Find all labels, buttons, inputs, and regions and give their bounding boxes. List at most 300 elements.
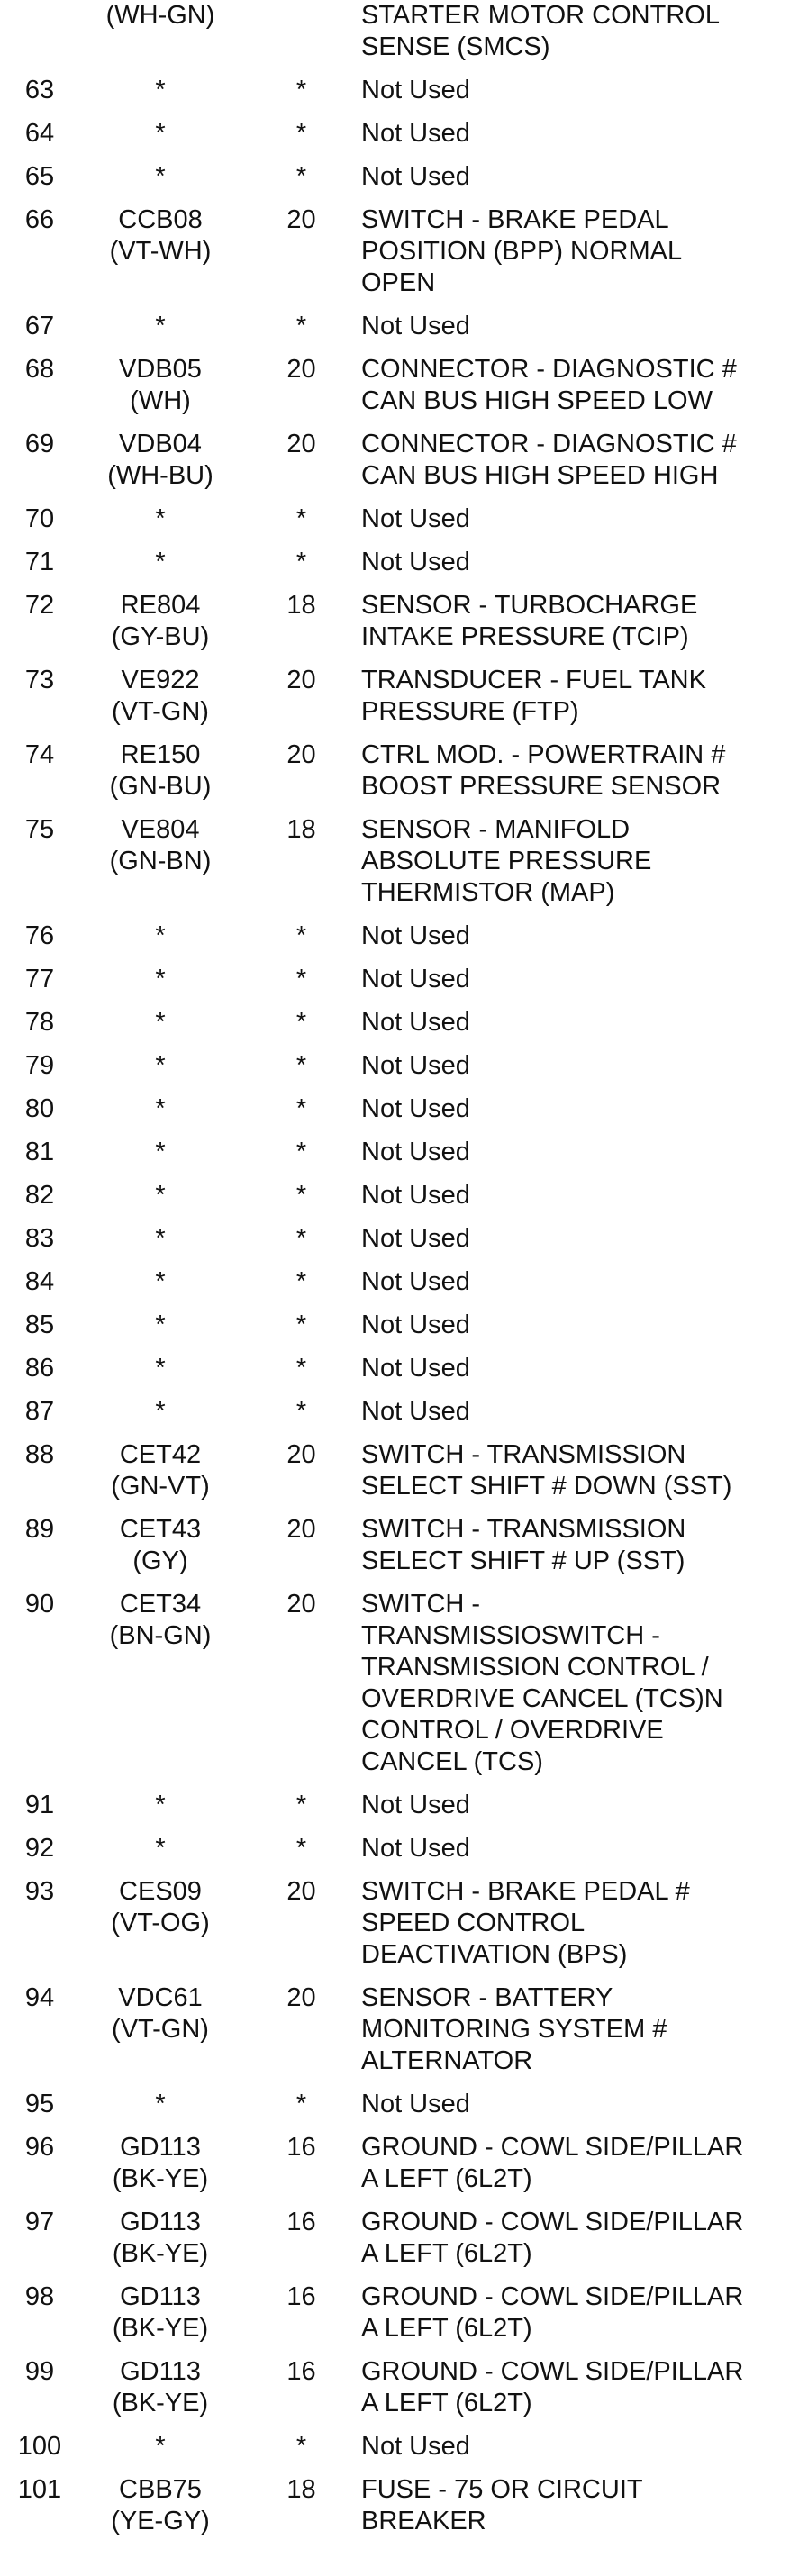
function-line: A LEFT (6L2T) [361,2389,532,2417]
function-line: SWITCH - BRAKE PEDAL [361,205,669,234]
circuit-cell [79,661,241,736]
pin-row [0,960,808,1003]
pin-row [0,2353,808,2427]
wire-gauge: * [295,1008,307,1037]
pin-number: 66 [24,205,55,234]
circuit-function [361,1436,808,1510]
pin-number [0,0,79,71]
function-line: Not Used [361,162,470,191]
circuit-code: * [155,2090,166,2118]
function-line: THERMISTOR (MAP) [361,878,615,907]
circuit-code: * [155,1834,166,1863]
pin-number: 63 [24,76,55,104]
circuit-code: VE922 [121,666,200,694]
circuit-cell [79,158,241,201]
wire-color: (WH) [130,386,191,415]
pin-row [0,917,808,960]
wire-gauge: 18 [286,815,316,844]
function-line: CONTROL / OVERDRIVE [361,1716,664,1745]
pin-number: 85 [24,1311,55,1339]
circuit-code: * [155,921,166,950]
wire-gauge: * [295,921,307,950]
pin-row [0,2085,808,2128]
function-line: A LEFT (6L2T) [361,2314,532,2343]
circuit-cell [79,201,241,307]
circuit-function [361,158,808,201]
function-line: DEACTIVATION (BPS) [361,1940,628,1969]
circuit-code: * [155,1181,166,1210]
wire-gauge: 18 [286,2475,316,2504]
circuit-cell [79,1047,241,1090]
pin-number: 91 [24,1791,55,1819]
circuit-cell [79,1829,241,1873]
pin-number: 75 [24,815,55,844]
pin-number: 89 [24,1515,55,1544]
circuit-function [361,1786,808,1829]
circuit-cell [79,1003,241,1047]
pin-number: 98 [24,2282,55,2311]
wire-gauge: * [295,1311,307,1339]
function-line: Not Used [361,1834,470,1863]
function-line: MONITORING SYSTEM # [361,2015,667,2044]
pin-row [0,350,808,425]
pin-number: 74 [24,740,55,769]
circuit-cell [79,2203,241,2278]
function-line: PRESSURE (FTP) [361,697,579,726]
pin-row [0,158,808,201]
circuit-function [361,425,808,500]
circuit-code: GD113 [120,2208,201,2236]
function-line: STARTER MOTOR CONTROL [361,1,720,30]
circuit-code: CET42 [119,1440,202,1469]
pin-row [0,1510,808,1585]
wire-gauge: 20 [286,1515,316,1544]
wire-color: (VT-GN) [112,2015,209,2044]
wire-gauge: * [295,2432,307,2461]
wire-color: (WH-GN) [105,1,215,30]
wire-gauge: 16 [286,2357,316,2386]
pin-row [0,1047,808,1090]
wire-gauge: 20 [286,1590,316,1619]
circuit-cell [79,917,241,960]
pin-number: 99 [24,2357,55,2386]
circuit-function [361,2278,808,2353]
function-line: CANCEL (TCS) [361,1747,543,1776]
function-line: Not Used [361,76,470,104]
pin-number: 70 [24,504,55,533]
circuit-function [361,1392,808,1436]
circuit-function [361,1349,808,1392]
wire-gauge: * [295,504,307,533]
pin-number: 93 [24,1877,55,1906]
pin-number: 71 [24,548,55,576]
wire-color: (VT-WH) [109,237,212,266]
circuit-code: * [155,965,166,993]
circuit-function [361,661,808,736]
function-line: Not Used [361,1311,470,1339]
function-line: Not Used [361,2090,470,2118]
function-line: Not Used [361,1181,470,1210]
circuit-code: VDB05 [119,355,202,384]
function-line: GROUND - COWL SIDE/PILLAR [361,2282,744,2311]
wire-gauge: 20 [286,355,316,384]
circuit-code: * [155,2432,166,2461]
wire-gauge: * [295,76,307,104]
pin-number: 90 [24,1590,55,1619]
wire-gauge: * [295,119,307,148]
circuit-code: RE150 [120,740,201,769]
pin-number: 92 [24,1834,55,1863]
circuit-cell [79,1220,241,1263]
pin-number: 84 [24,1267,55,1296]
function-line: ALTERNATOR [361,2046,533,2075]
circuit-function [361,0,808,71]
circuit-code: * [155,504,166,533]
pin-number: 69 [24,430,55,458]
pin-number: 101 [17,2475,62,2504]
circuit-cell [79,2471,241,2545]
circuit-code: RE804 [120,591,201,620]
pin-row [0,1003,808,1047]
circuit-function [361,2471,808,2545]
circuit-code: * [155,548,166,576]
circuit-function [361,2085,808,2128]
circuit-code: VDB04 [119,430,202,458]
wire-gauge [241,0,361,71]
function-line: Not Used [361,1267,470,1296]
wire-gauge: * [295,1181,307,1210]
pin-row [0,500,808,543]
wire-color: (BK-YE) [112,2164,209,2193]
circuit-cell [79,1306,241,1349]
circuit-cell [79,1392,241,1436]
circuit-function [361,586,808,661]
circuit-code: * [155,1094,166,1123]
circuit-code: * [155,1267,166,1296]
function-line: OVERDRIVE CANCEL (TCS)N [361,1684,723,1713]
wire-color: (VT-GN) [112,697,209,726]
pin-row [0,1306,808,1349]
circuit-code: * [155,1791,166,1819]
function-line: TRANSMISSIOSWITCH - [361,1621,660,1650]
circuit-function [361,1829,808,1873]
circuit-function [361,1585,808,1786]
circuit-function [361,1979,808,2085]
circuit-cell [79,1133,241,1176]
circuit-function [361,1003,808,1047]
circuit-code: GD113 [120,2282,201,2311]
circuit-function [361,201,808,307]
pin-row [0,201,808,307]
circuit-code: * [155,1397,166,1426]
pin-number: 65 [24,162,55,191]
function-line: Not Used [361,548,470,576]
circuit-function [361,543,808,586]
wire-gauge: 20 [286,1983,316,2012]
pin-row [0,1786,808,1829]
circuit-function [361,2353,808,2427]
circuit-code: * [155,162,166,191]
pin-row [0,1220,808,1263]
wire-gauge: 20 [286,430,316,458]
circuit-code: CBB75 [119,2475,202,2504]
pin-row [0,1873,808,1979]
function-line: CONNECTOR - DIAGNOSTIC # [361,355,737,384]
pin-number: 97 [24,2208,55,2236]
function-line: Not Used [361,1397,470,1426]
wire-gauge: * [295,1834,307,1863]
function-line: Not Used [361,504,470,533]
pin-number: 76 [24,921,55,950]
circuit-code: GD113 [120,2133,201,2162]
circuit-function [361,1133,808,1176]
circuit-code: VE804 [121,815,200,844]
circuit-cell [79,1510,241,1585]
function-line: Not Used [361,119,470,148]
function-line: SWITCH - [361,1590,481,1619]
circuit-cell [79,350,241,425]
pin-number: 73 [24,666,55,694]
function-line: Not Used [361,1094,470,1123]
function-line: Not Used [361,312,470,340]
function-line: CAN BUS HIGH SPEED LOW [361,386,713,415]
pin-number: 83 [24,1224,55,1253]
wire-gauge: 20 [286,1440,316,1469]
function-line: A LEFT (6L2T) [361,2164,532,2193]
wire-gauge: * [295,1791,307,1819]
function-line: A LEFT (6L2T) [361,2239,532,2268]
wire-gauge: * [295,1051,307,1080]
wire-color: (BK-YE) [112,2239,209,2268]
circuit-cell [79,2427,241,2471]
wire-gauge: 20 [286,1877,316,1906]
circuit-function [361,2427,808,2471]
pin-number: 80 [24,1094,55,1123]
pin-number: 72 [24,591,55,620]
function-line: CONNECTOR - DIAGNOSTIC # [361,430,737,458]
circuit-cell [79,1090,241,1133]
function-line: SELECT SHIFT # UP (SST) [361,1547,685,1575]
circuit-cell [79,960,241,1003]
pin-row [0,1090,808,1133]
pin-row [0,811,808,917]
pin-number: 68 [24,355,55,384]
circuit-cell [79,2085,241,2128]
circuit-function [361,811,808,917]
circuit-code: * [155,1051,166,1080]
function-line: SWITCH - TRANSMISSION [361,1440,686,1469]
pin-number: 64 [24,119,55,148]
circuit-function [361,917,808,960]
circuit-function [361,350,808,425]
circuit-code: CES09 [119,1877,202,1906]
function-line: GROUND - COWL SIDE/PILLAR [361,2133,744,2162]
circuit-function [361,500,808,543]
function-line: GROUND - COWL SIDE/PILLAR [361,2208,744,2236]
pin-number: 94 [24,1983,55,2012]
function-line: SELECT SHIFT # DOWN (SST) [361,1472,732,1501]
circuit-cell [79,586,241,661]
circuit-cell [79,1585,241,1786]
pin-row [0,1176,808,1220]
function-line: SWITCH - BRAKE PEDAL # [361,1877,690,1906]
pin-row [0,1436,808,1510]
circuit-function [361,71,808,114]
circuit-cell [79,71,241,114]
pin-row [0,2278,808,2353]
function-line: SENSOR - BATTERY [361,1983,613,2012]
pin-row [0,425,808,500]
function-line: BOOST PRESSURE SENSOR [361,772,722,801]
wire-gauge: * [295,1354,307,1383]
wire-color: (GN-VT) [111,1472,210,1501]
circuit-cell [79,1786,241,1829]
circuit-cell [79,1436,241,1510]
pin-row [0,71,808,114]
function-line: FUSE - 75 OR CIRCUIT [361,2475,643,2504]
wire-gauge: 20 [286,740,316,769]
pin-number: 81 [24,1138,55,1166]
pin-row [0,661,808,736]
wire-color: (YE-GY) [111,2507,210,2535]
circuit-cell [79,425,241,500]
circuit-code: CET43 [119,1515,202,1544]
pin-row [0,1979,808,2085]
circuit-code: * [155,1311,166,1339]
pin-row [0,543,808,586]
wire-gauge: 20 [286,205,316,234]
function-line: SENSOR - MANIFOLD [361,815,631,844]
pin-number: 96 [24,2133,55,2162]
circuit-code: * [155,1008,166,1037]
circuit-cell [79,500,241,543]
pin-row [0,0,808,71]
circuit-code: * [155,119,166,148]
circuit-code: * [155,1138,166,1166]
pin-number: 77 [24,965,55,993]
circuit-cell [79,307,241,350]
circuit-cell [79,1263,241,1306]
pin-number: 82 [24,1181,55,1210]
pin-row [0,2471,808,2545]
circuit-function [361,1510,808,1585]
pin-row [0,1133,808,1176]
pin-number: 67 [24,312,55,340]
function-line: TRANSMISSION CONTROL / [361,1653,709,1682]
circuit-cell [79,1176,241,1220]
circuit-code: GD113 [120,2357,201,2386]
circuit-function [361,1220,808,1263]
wire-gauge: * [295,548,307,576]
circuit-function [361,1306,808,1349]
circuit-code: VDC61 [118,1983,203,2012]
function-line: SENSOR - TURBOCHARGE [361,591,698,620]
wire-gauge: * [295,1138,307,1166]
function-line: Not Used [361,1791,470,1819]
wire-color: (GY) [132,1547,188,1575]
circuit-function [361,1176,808,1220]
pin-row [0,2203,808,2278]
circuit-function [361,2128,808,2203]
wire-gauge: 16 [286,2282,316,2311]
wire-color: (VT-OG) [111,1909,210,1937]
function-line: Not Used [361,1354,470,1383]
wire-gauge: 18 [286,591,316,620]
function-line: OPEN [361,268,436,297]
function-line: INTAKE PRESSURE (TCIP) [361,622,689,651]
function-line: Not Used [361,1224,470,1253]
wire-gauge: * [295,312,307,340]
function-line: Not Used [361,1008,470,1037]
wire-gauge: * [295,1224,307,1253]
wire-gauge: * [295,965,307,993]
pin-row [0,736,808,811]
pin-row [0,1349,808,1392]
function-line: Not Used [361,921,470,950]
wire-color: (BK-YE) [112,2314,209,2343]
circuit-cell [79,1349,241,1392]
function-line: SENSE (SMCS) [361,32,550,61]
pin-number: 87 [24,1397,55,1426]
pin-number: 100 [17,2432,62,2461]
function-line: Not Used [361,1051,470,1080]
wire-color: (GN-BU) [109,772,212,801]
circuit-cell [79,1873,241,1979]
wire-gauge: * [295,1094,307,1123]
circuit-cell [79,811,241,917]
circuit-cell [79,2278,241,2353]
pin-row [0,2427,808,2471]
function-line: POSITION (BPP) NORMAL [361,237,683,266]
function-line: Not Used [361,2432,470,2461]
pin-row [0,2128,808,2203]
function-line: Not Used [361,965,470,993]
circuit-code: * [155,1354,166,1383]
circuit-cell [79,114,241,158]
function-line: SWITCH - TRANSMISSION [361,1515,686,1544]
circuit-cell [79,2128,241,2203]
wire-color: (GN-BN) [109,847,212,875]
circuit-function [361,960,808,1003]
function-line: TRANSDUCER - FUEL TANK [361,666,706,694]
circuit-code: CCB08 [118,205,203,234]
circuit-cell [79,0,241,71]
pin-number: 79 [24,1051,55,1080]
circuit-function [361,114,808,158]
pin-row [0,586,808,661]
wire-color: (GY-BU) [111,622,210,651]
wire-gauge: 20 [286,666,316,694]
function-line: CTRL MOD. - POWERTRAIN # [361,740,726,769]
pin-number: 78 [24,1008,55,1037]
pin-number: 88 [24,1440,55,1469]
pin-row [0,1829,808,1873]
circuit-function [361,736,808,811]
circuit-cell [79,1979,241,2085]
circuit-code: CET34 [119,1590,202,1619]
wire-color: (BN-GN) [109,1621,212,1650]
wire-gauge: * [295,1397,307,1426]
circuit-function [361,307,808,350]
function-line: Not Used [361,1138,470,1166]
circuit-code: * [155,76,166,104]
wire-gauge: * [295,162,307,191]
circuit-cell [79,543,241,586]
circuit-cell [79,2353,241,2427]
pin-number: 86 [24,1354,55,1383]
function-line: ABSOLUTE PRESSURE [361,847,652,875]
wire-color: (WH-BU) [107,461,213,490]
